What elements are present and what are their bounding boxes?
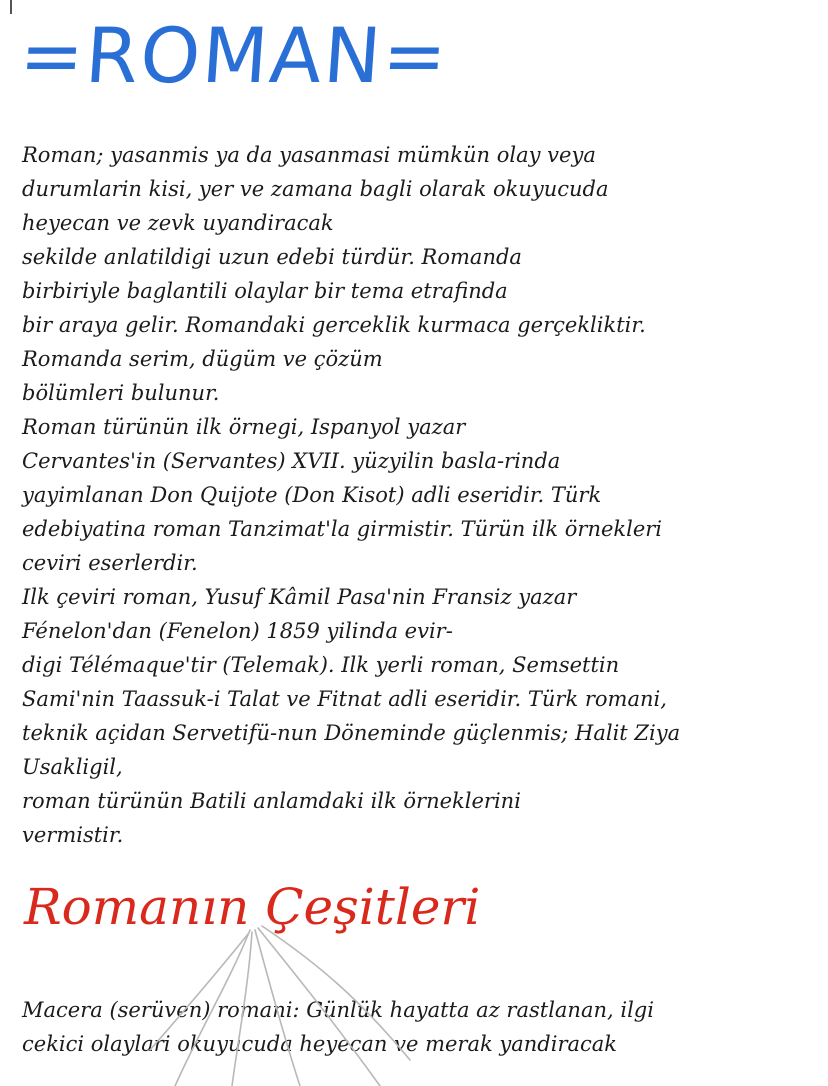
paragraph-line: Roman türünün ilk örnegi, Ispanyol yazar bbox=[22, 415, 466, 439]
paragraph-line: vermistir. bbox=[22, 823, 124, 847]
paragraph-line: bölümleri bulunur. bbox=[22, 381, 220, 405]
paragraph-line: roman türünün Batili anlamdaki ilk örneklerini bbox=[22, 789, 521, 813]
paragraph-line: Cervantes'in (Servantes) XVII. yüzyilin basla-rinda bbox=[22, 449, 561, 473]
paragraph-line: teknik açidan Servetifü-nun Döneminde güçlenmis; Halit Ziya bbox=[22, 721, 681, 745]
main-paragraph bbox=[22, 138, 822, 852]
paragraph-line: Usakligil, bbox=[22, 755, 123, 779]
paragraph-line: Sami'nin Taassuk-i Talat ve Fitnat adli eseridir. Türk romani, bbox=[22, 687, 667, 711]
page-title: =ROMAN= bbox=[16, 11, 452, 100]
paragraph-line: digi Télémaque'tir (Telemak). Ilk yerli roman, Semsettin bbox=[22, 653, 620, 677]
paragraph-line: cekici olaylari okuyucuda heyecan ve merak yandiracak bbox=[22, 1032, 618, 1056]
paragraph-line: Roman; yasanmis ya da yasanmasi mümkün olay veya bbox=[22, 143, 596, 167]
section-paragraph bbox=[22, 993, 822, 1061]
paragraph-line: heyecan ve zevk uyandiracak bbox=[22, 211, 334, 235]
paragraph-line: Romanda serim, dügüm ve çözüm bbox=[22, 347, 383, 371]
paragraph-line: sekilde anlatildigi uzun edebi türdür. Romanda bbox=[22, 245, 522, 269]
paragraph-line: yayimlanan Don Quijote (Don Kisot) adli eseridir. Türk bbox=[22, 483, 602, 507]
paragraph-line: durumlarin kisi, yer ve zamana bagli olarak okuyucuda bbox=[22, 177, 609, 201]
pen-mark bbox=[10, 0, 12, 14]
paragraph-line: edebiyatina roman Tanzimat'la girmistir. Türün ilk örnekleri bbox=[22, 517, 663, 541]
paragraph-line: Ilk çeviri roman, Yusuf Kâmil Pasa'nin Fransiz yazar bbox=[22, 585, 577, 609]
paragraph-line: ceviri eserlerdir. bbox=[22, 551, 198, 575]
section-heading: Romanın Çeşitleri bbox=[24, 878, 481, 936]
paragraph-line: bir araya gelir. Romandaki gerceklik kurmaca gerçekliktir. bbox=[22, 313, 646, 337]
paragraph-line: Fénelon'dan (Fenelon) 1859 yilinda evir- bbox=[22, 619, 453, 643]
paragraph-line: Macera (serüven) romani: Günlük hayatta az rastlanan, ilgi bbox=[22, 998, 654, 1022]
paragraph-line: birbiriyle baglantili olaylar bir tema etrafinda bbox=[22, 279, 508, 303]
